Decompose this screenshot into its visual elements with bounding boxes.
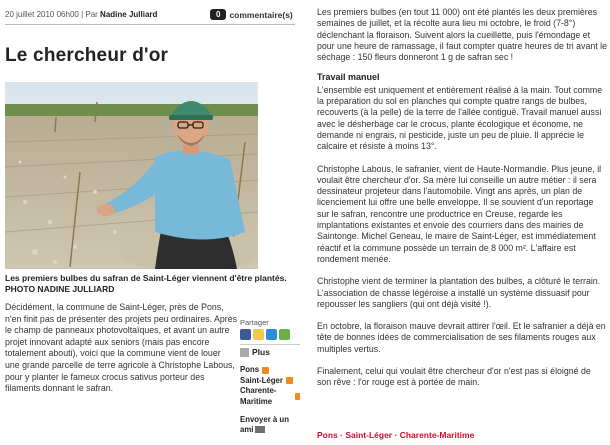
plus-icon xyxy=(240,348,249,357)
more-button[interactable] xyxy=(240,344,300,357)
article-date: 20 juillet 2010 06h00 | Par xyxy=(5,10,98,19)
article-sidebar xyxy=(240,318,300,435)
article-intro: Décidément, la commune de Saint-Léger, près de Pons, n'en finit pas de présenter des projets peu ordinaires. Après le champ de panneaux photovoltaïques, et avant un autre projet innovant adapté aux seniors (mais pas encore totalement abouti), voici que la commune vient de louer une grande parcelle de terre agricole à Christophe Labous, pour y planter le fameux crocus sativus porteur des filaments donnant le safran. xyxy=(5,302,238,394)
paragraph: Christophe Labous, le safranier, vient de Haute-Normandie. Plus jeune, il voulait être chercheur d'or. Sa mère lui conseille un autre métier : il sera dessinateur projeteur dans l'automobile. Vingt ans après, un plan de licenciement lui offre une belle enveloppe. Il se souvient d'un reportage sur le safran, rencontre une productrice en Creuse, regarde les implantations existantes et envoie des courriers dans des mairies de Saintonge. Michel Geneau, le maire de Saint-Léger, est immédiatement réactif et la commune possède un terrain de 8 000 m². L'affaire est rondement menée. xyxy=(317,163,602,264)
tag-label: Pons xyxy=(240,365,260,374)
separator: · xyxy=(394,430,400,440)
send-label: Envoyer à un ami xyxy=(240,415,289,434)
sidebar-tag[interactable] xyxy=(240,365,300,376)
photo-caption xyxy=(5,273,287,294)
paragraph: En octobre, la floraison mauve devrait attirer l'œil. Et le safranier a déjà en tête de bonnes idées de commercialisation de ses filaments rouges aux multiples vertus. xyxy=(317,321,606,354)
subheading: Travail manuel xyxy=(317,72,380,83)
rss-icon[interactable] xyxy=(262,367,269,374)
tag-label: Saint-Léger xyxy=(240,375,283,385)
divider xyxy=(5,24,295,25)
comments-label: commentaire(s) xyxy=(229,9,293,20)
comment-count: 0 xyxy=(210,9,226,20)
caption-credit: PHOTO NADINE JULLIARD xyxy=(5,283,115,294)
separator: · xyxy=(340,430,346,440)
sidebar-tag[interactable] xyxy=(240,386,300,407)
facebook-icon[interactable] xyxy=(240,329,251,340)
envelope-icon xyxy=(255,426,265,433)
paragraph: Les premiers bulbes (en tout 11 000) ont été plantés les deux premières semaines de juillet, et la récolte aura lieu mi octobre, le froid (7-8°) déclenchant la floraison. Suivent alors la cueillette, puis l'émondage et pour une heure de ramassage, il faut compter quatre heures de tri avant le séchage : 150 fleurs donneront 1 g de safran sec ! xyxy=(317,7,607,63)
rss-icon[interactable] xyxy=(286,377,293,384)
tag-label: Charente-Maritime xyxy=(240,386,277,406)
share-icon[interactable] xyxy=(266,329,277,340)
caption-text: Les premiers bulbes du safran de Saint-Léger viennent d'être plantés. xyxy=(5,273,287,283)
rss-icon[interactable] xyxy=(295,393,300,400)
sidebar-tag[interactable] xyxy=(240,376,300,387)
share-green-icon[interactable] xyxy=(279,329,290,340)
article-author[interactable]: Nadine Julliard xyxy=(100,10,158,19)
location-link[interactable]: Charente-Maritime xyxy=(399,430,475,440)
send-to-friend[interactable] xyxy=(240,415,300,435)
farmer-photo-illustration xyxy=(5,82,258,269)
page-title: Le chercheur d'or xyxy=(5,45,169,66)
paragraph: L'ensemble est uniquement et entièrement réalisé à la main. Tout comme la préparation du sol en planches qui compte quatre rangs de bulbes, recouverts (à la pelle) de la terre de l'allée contiguë. Travail manuel aussi avec le désherbage car le crocus, plante écologique et économe, ne demande ni engrais, ni pesticide, juste un peu de pluie. Il apprécie le calcaire et résiste à moins 13°. xyxy=(317,84,603,152)
location-link[interactable]: Saint-Léger xyxy=(345,430,393,440)
article-body xyxy=(317,7,607,400)
location-links xyxy=(317,430,474,440)
article-photo xyxy=(5,82,258,269)
share-icons xyxy=(240,329,292,340)
paragraph: Christophe vient de terminer la plantation des bulbes, a clôturé le terrain. L'association de chasse légéroise a installé un système dissuasif pour repousser les sangliers (qui ont déjà visité !). xyxy=(317,276,601,309)
paragraph: Finalement, celui qui voulait être chercheur d'or n'est pas si éloigné de son rêve : l'or rouge est à portée de main. xyxy=(317,366,591,388)
comments-link[interactable] xyxy=(210,9,293,20)
sidebar-tags xyxy=(240,365,300,407)
bookmark-icon[interactable] xyxy=(253,329,264,340)
location-link[interactable]: Pons xyxy=(317,430,338,440)
more-label: Plus xyxy=(252,347,270,357)
share-label: Partager xyxy=(240,318,269,327)
